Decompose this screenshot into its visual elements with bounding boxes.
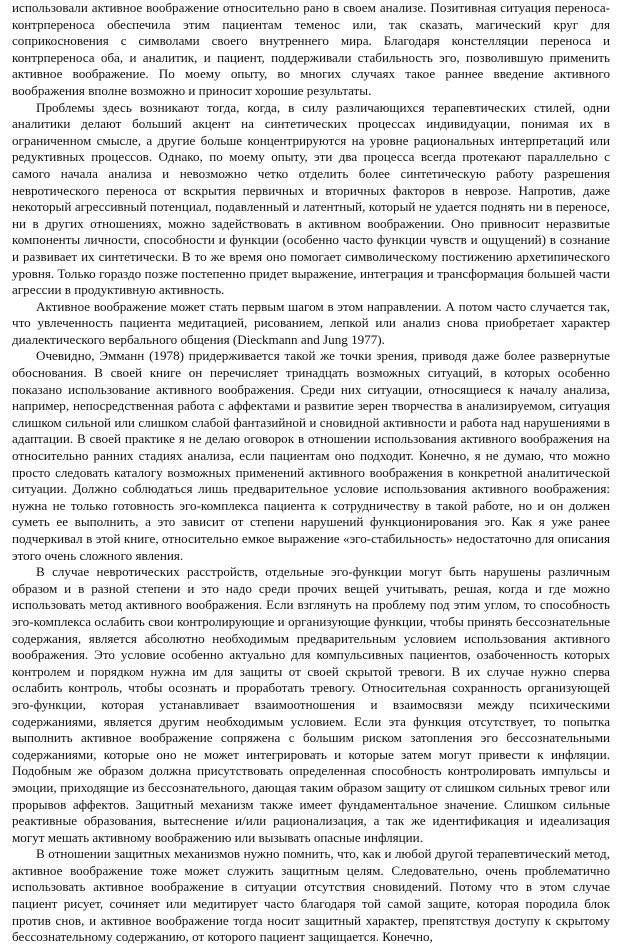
paragraph-3: Активное воображение может стать первым шагом в этом направлении. А потом часто случается так, что увлеченность пациента медитацией, рисованием, лепкой или анализ снова приобретает характер диалектического вербального общения (Dieckmann and Jung 1977).	[12, 298, 610, 347]
paragraph-4: Очевидно, Эмманн (1978) придерживается такой же точки зрения, приводя даже более развернутые обоснования. В своей книге он перечисляет тринадцать возможных ситуаций, в которых особенно показано использование активного воображения. Среди них ситуации, относящиеся к началу анализа, например, непосредственная работа с аффектами и развитие зерен творчества в анализируемом, ситуация слишком сильной или слишком слабой фантазийной и сновидной активности и работа над нарушениями в адаптации. В своей практике я не делаю оговорок в отношении использования активного воображения на относительно ранних стадиях анализа, если пациентам оно подходит. Конечно, я не думаю, что можно просто следовать каталогу возможных применений активного воображения в конкретной аналитической ситуации. Должно соблюдаться лишь предварительное условие использования активного воображения: нужна не только готовность эго-комплекса пациента к сотрудничеству в такой работе, но и он должен суметь ее выполнить, а это зависит от степени нарушений функционирования эго. Как я уже ранее подчеркивал в этой книге, относительно емкое выражение «эго-стабильность» недостаточно для описания этого очень сложного явления.	[12, 348, 610, 563]
paragraph-5: В случае невротических расстройств, отдельные эго-функции могут быть нарушены различным образом и в разной степени и это надо среди прочих вещей учитывать, решая, когда и где можно использовать метод активного воображения. Если взглянуть на проблему под этим углом, то способность эго-комплекса ослабить свои контролирующие и организующие функции, чтобы принять бессознательные содержания, является абсолютно необходимым предварительным условием использования активного воображения. Это условие особенно актуально для компульсивных пациентов, озабоченность которых контролем и порядком нужна им для защиты от своей скрытой тревоги. В их случае нужно сперва ослабить контроль, чтобы осознать и проработать тревогу. Относительная сохранность организующей эго-функции, которая устанавливает взаимоотношения и взаимосвязи между психическими содержаниями, является другим необходимым условием. Если эта функция отсутствует, то попытка выполнить активное воображение сопряжена с большим риском затопления эго бессознательными содержаниями, которые оно не может интегрировать и которые затем могут привести к инфляции. Подобным же образом должна присутствовать определенная способность контролировать импульсы и эмоции, приходящие из бессознательного, дающая таким образом защиту от слишком сильных тревог или прорывов аффектов. Защитный механизм также имеет фундаментальное значение. Слишком сильные реактивные образования, вытеснение и/или рационализация, а так же идентификация и идеализация могут мешать активному воображению или вызывать опасные инфляции.	[12, 564, 610, 845]
paragraph-6: В отношении защитных механизмов нужно помнить, что, как и любой другой терапевтический метод, активное воображение тоже может служить защитным целям. Следовательно, очень проблематично использовать активное воображение в ситуации отсутствия сновидений. Потому что в этом случае пациент рисует, сочиняет или медитирует часто благодаря той самой защите, которая породила блок против снов, и активное воображение тогда носит защитный характер, препятствуя доступу к скрытому бессознательному содержанию, от которого пациент защищается. Конечно,	[12, 846, 610, 945]
paragraph-1: использовали активное воображение относительно рано в своем анализе. Позитивная ситуация переноса-контрпереноса обеспечила этим пациентам теменос или, так сказать, магический круг для соприкосновения с символами своего внутреннего мира. Благодаря констелляции переноса и контрпереноса оба, и аналитик, и пациент, поддерживали стабильность эго, позволившую применить активное воображение. По моему опыту, во многих случаях такое раннее введение активного воображения вполне возможно и приносит хорошие результаты.	[12, 0, 610, 98]
paragraph-2: Проблемы здесь возникают тогда, когда, в силу различающихся терапевтических стилей, одни аналитики делают больший акцент на синтетических процессах индивидуации, понимая их в ограниченном смысле, а другие больше концентрируются на уровне рациональных интерпретаций или редуктивных процессов. Однако, по моему опыту, эти два процесса всегда протекают параллельно с самого начала анализа и невозможно четко отделить более синтетическую работу разрешения невротического переноса от вскрытия первичных и вторичных факторов в неврозе. Напротив, даже некоторый агрессивный потенциал, подавленный и латентный, который не удается поднять ни в переносе, ни в других отношениях, можно задействовать в активном воображении. Оно привносит неразвитые компоненты личности, способности и функции (особенно часто функции чувств и ощущений) в сознание и развивает их синтетически. В то же время оно помогает символическому постижению архетипического уровня. Только гораздо позже постепенно придет выражение, интеграция и трансформация большей части агрессии в продуктивную активность.	[12, 99, 610, 298]
